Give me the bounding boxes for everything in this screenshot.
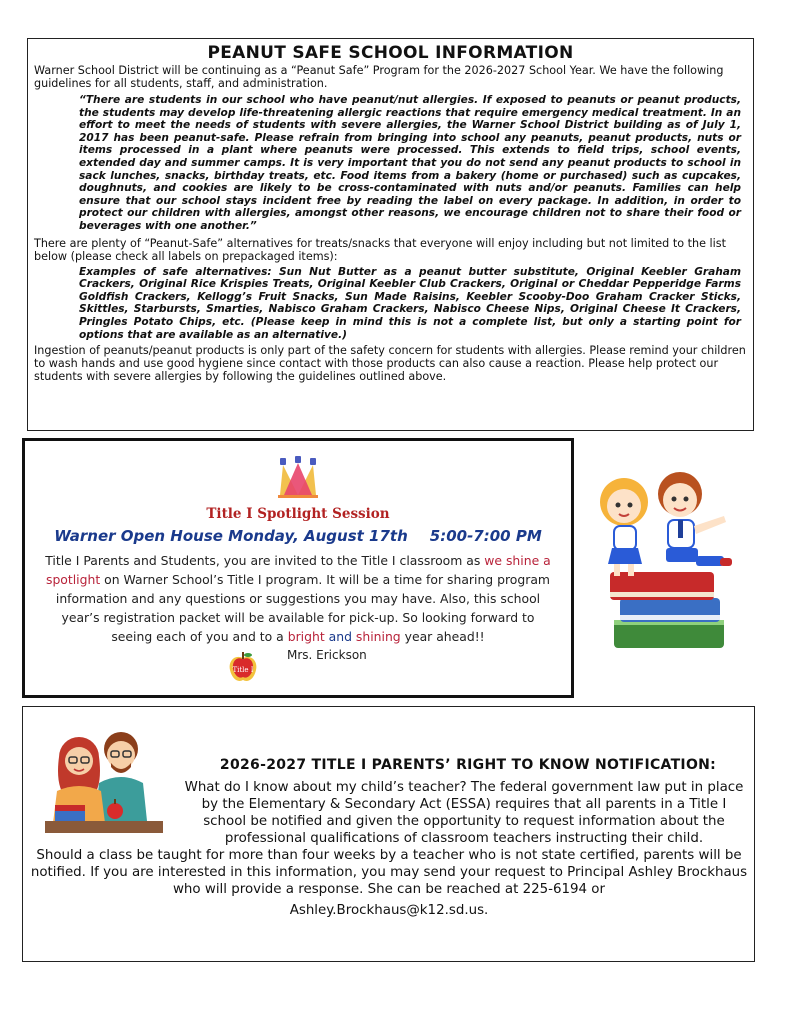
word-shining: shining <box>355 629 401 644</box>
peanut-safe-section <box>27 38 754 431</box>
open-house-event: Warner Open House Monday, August 17th <box>54 527 408 545</box>
right-to-know-section <box>22 706 755 962</box>
spotlight-body-part-3: year ahead!! <box>400 629 485 644</box>
open-house-time: 5:00-7:00 PM <box>429 527 542 545</box>
spotlight-body <box>41 551 555 646</box>
right-to-know-body <box>29 779 749 919</box>
kids-reading-illustration <box>584 460 744 660</box>
spotlight-section <box>22 438 574 698</box>
apple-label: Title I <box>232 666 254 674</box>
peanut-safe-title: PEANUT SAFE SCHOOL INFORMATION <box>207 43 574 63</box>
spotlight-icon <box>278 455 318 499</box>
safe-alternatives-list: Examples of safe alternatives: Sun Nut Butter as a peanut butter substitute, Original Keebler Graham Crackers, Original Rice Krispies Treats, Original Keebler Club Crackers, Original or Cheddar Pepperidge Farms Goldfish Crackers, Kellogg’s Fruit Snacks, Sun Made Raisins, Keebler Scooby-Doo Graham Cracker Sticks, Skittles, Starbursts, Smarties, Nabisco Graham Crackers, Nabisco Cheese Nips, Original Cheese It Crackers, Pringles Potato Chips, etc. (Please keep in mind this is not a complete list, but only a starting point for options that are available as an alternative.) <box>79 265 741 341</box>
alternatives-intro: There are plenty of “Peanut-Safe” alternatives for treats/snacks that everyone will enjoy including but not limited to the list below (please check all labels on prepackaged items): <box>34 236 726 263</box>
certification-paragraph: Should a class be taught for more than four weeks by a teacher who is not state certified, parents will be notified. If you are interested in this information, you may send your request to Principal Ashley Brockhaus who will provide a response. She can be reached at 225-6194 or <box>30 848 748 897</box>
right-to-know-title: 2026-2027 TITLE I PARENTS’ RIGHT TO KNOW NOTIFICATION: <box>219 757 717 773</box>
signature-row <box>25 648 571 684</box>
word-and: and <box>324 629 356 644</box>
principal-email[interactable]: Ashley.Brockhaus@k12.sd.us. <box>289 903 489 918</box>
spotlight-highlight: we shine a spotlight <box>45 553 551 587</box>
spotlight-body-part-1: Title I Parents and Students, you are invited to the Title I classroom as <box>45 553 485 568</box>
spotlight-body-part-2: on Warner School’s Title I program. It will be a time for sharing program information and any questions or suggestions you may have. Also, this school year’s registration packet will be available for pick-up. So looking forward to seeing each of you and to a <box>55 572 550 644</box>
spotlight-title: Title I Spotlight Session <box>206 506 390 522</box>
open-house-line <box>25 525 571 547</box>
teacher-info-paragraph: What do I know about my child’s teacher? The federal government law put in place by the Elementary & Secondary Act (ESSA) requires that all parents in a Title I school be notified and given the opportunity to request information about the professional qualifications of classroom teachers instructing their child. <box>184 780 744 846</box>
peanut-policy-quote: “There are students in our school who have peanut/nut allergies. If exposed to peanuts or peanut products, the students may develop life-threatening allergic reactions that require emergency medical treatment. In an effort to meet the needs of students with severe allergies, the Warner School District building as of July 1, 2017 has been peanut-safe. Please refrain from bringing into school any peanuts, peanut products, nuts or items processed in a plant where peanuts were processed. This extends to field trips, school events, extended day and summer camps. It is very important that you do not send any peanut products to school in sack lunches, snacks, birthday treats, etc. Food items from a bakery (home or purchased) such as cupcakes, doughnuts, and cookies are likely to be cross-contaminated with nuts and/or peanuts. Families can help ensure that our school stays incident free by reading the label on every package. In addition, in order to protect our children with allergies, amongst other reasons, we encourage children not to share their food or beverages with one another.” <box>79 94 741 232</box>
title-one-apple-icon <box>226 650 260 684</box>
signature-name: Mrs. Erickson <box>287 648 367 662</box>
word-bright: bright <box>287 629 325 644</box>
peanut-closing: Ingestion of peanuts/peanut products is only part of the safety concern for students with allergies. Please remind your children to wash hands and use good hygiene since contact with those products can also cause a reaction. Please help protect our students with severe allergies by following the guidelines outlined above. <box>34 344 746 384</box>
peanut-intro: Warner School District will be continuing as a “Peanut Safe” Program for the 2026-2027 School Year. We have the following guidelines for all students, staff, and administration. <box>34 64 724 90</box>
